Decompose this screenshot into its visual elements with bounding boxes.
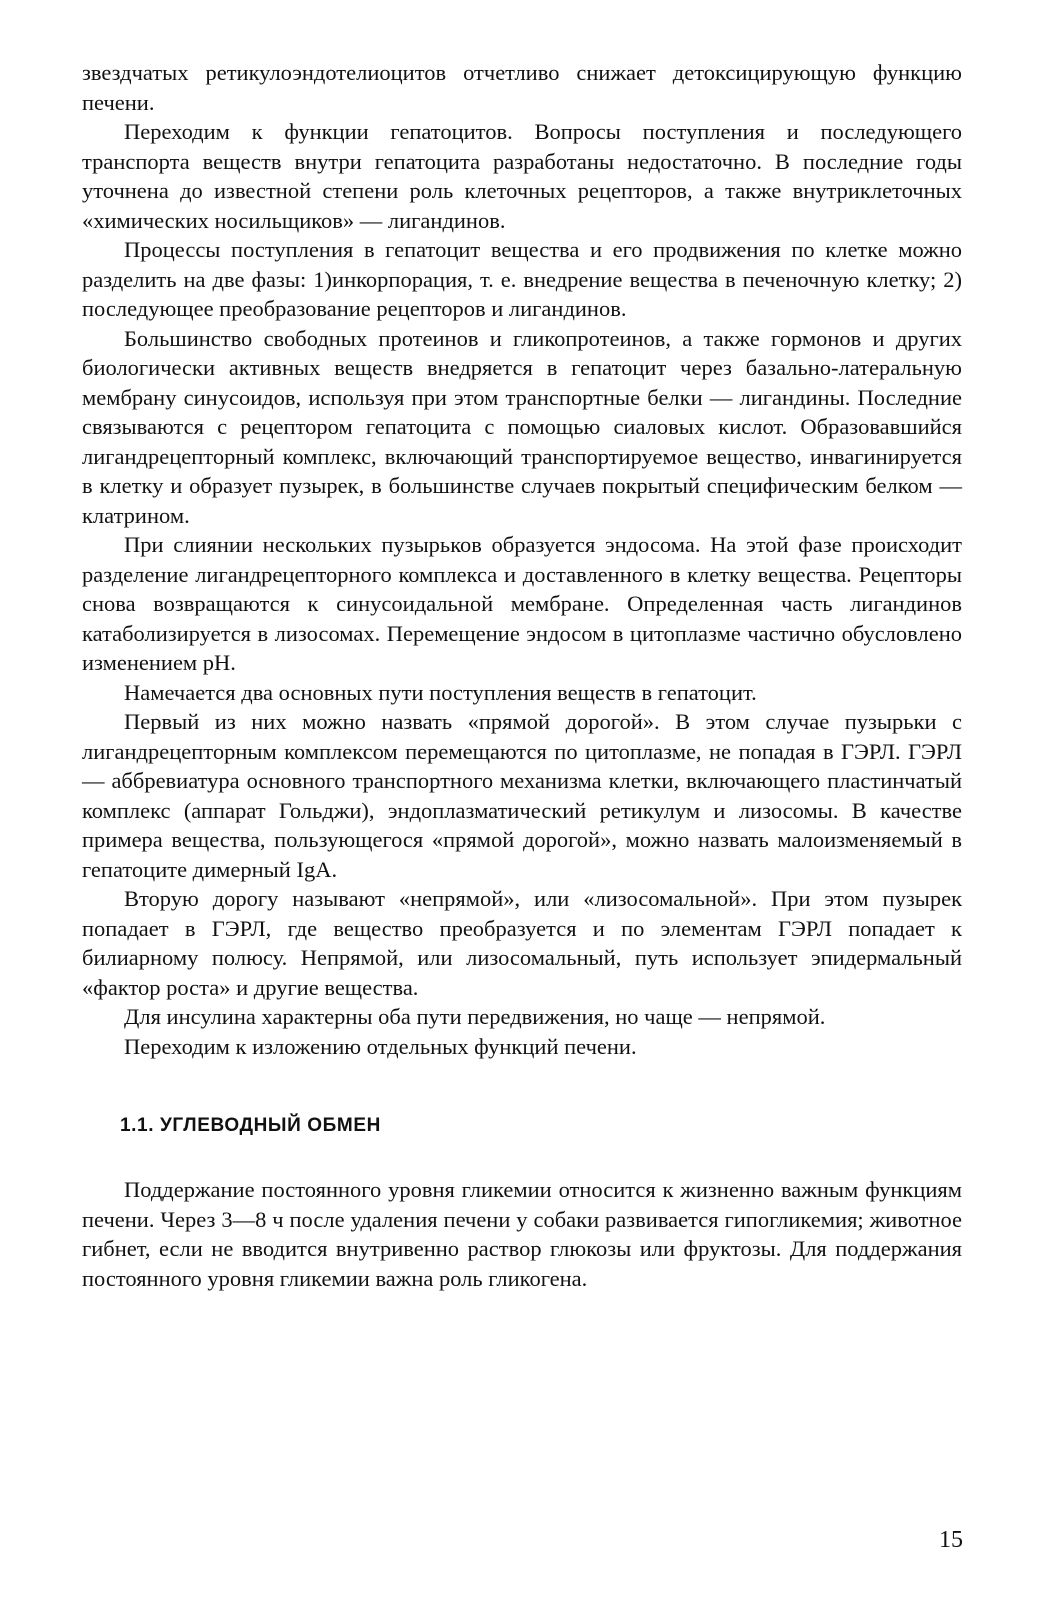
paragraph: Первый из них можно назвать «прямой дорогой». В этом случае пузырьки с лигандрецепторным комплексом перемещаются по цитоплазме, не попадая в ГЭРЛ. ГЭРЛ — аббревиатура основного транспортного механизма клетки, включающего пластинчатый комплекс (аппарат Гольджи), эндоплазматический ретикулум и лизосомы. В качестве примера вещества, пользующегося «прямой дорогой», можно назвать малоизменяемый в гепатоците димерный IgA. [82,709,962,882]
paragraph: Намечается два основных пути поступления веществ в гепатоцит. [124,679,757,705]
paragraph: Вторую дорогу называют «непрямой», или «лизосомальной». При этом пузырек попадает в ГЭРЛ, где вещество преобразуется и по элементам ГЭРЛ попадает к билиарному полюсу. Непрямой, или лизосомальный, путь использует эпидермальный «фактор роста» и другие вещества. [82,886,962,1000]
paragraph: Большинство свободных протеинов и гликопротеинов, а также гормонов и других биологически активных веществ внедряется в гепатоцит через базально-латеральную мембрану синусоидов, используя при этом транспортные белки — лигандины. Последние связываются с рецептором гепатоцита с помощью сиаловых кислот. Образовавшийся лигандрецепторный комплекс, включающий транспортируемое вещество, инвагинируется в клетку и образует пузырек, в большинстве случаев покрытый специфическим белком — клатрином. [82,325,962,528]
paragraph: Процессы поступления в гепатоцит вещества и его продвижения по клетке можно разделить на две фазы: 1)инкорпорация, т. е. внедрение вещества в печеночную клетку; 2) последующее преобразование рецепторов и лигандинов. [82,237,962,321]
book-page [82,58,962,1293]
paragraph: звездчатых ретикулоэндотелиоцитов отчетливо снижает детоксицирующую функцию печени. [82,60,962,115]
paragraph: Переходим к изложению отдельных функций печени. [124,1033,637,1059]
paragraph: Переходим к функции гепатоцитов. Вопросы поступления и последующего транспорта веществ внутри гепатоцита разработаны недостаточно. В последние годы уточнена до известной степени роль клеточных рецепторов, а также внутриклеточных «химических носильщиков» — лигандинов. [82,119,962,233]
paragraph: Для инсулина характерны оба пути передвижения, но чаще — непрямой. [124,1004,826,1029]
paragraph: Поддержание постоянного уровня гликемии относится к жизненно важным функциям печени. Через 3—8 ч после удаления печени у собаки развивается гипогликемия; животное гибнет, если не вводится внутривенно раствор глюкозы или фруктозы. Для поддержания постоянного уровня гликемии важна роль гликогена. [82,1177,962,1291]
page-number: 15 [939,1527,963,1553]
section-heading: 1.1. УГЛЕВОДНЫЙ ОБМЕН [120,1115,381,1136]
paragraph: При слиянии нескольких пузырьков образуется эндосома. На этой фазе происходит разделение лигандрецепторного комплекса и доставленного в клетку вещества. Рецепторы снова возвращаются к синусоидальной мембране. Определенная часть лигандинов катаболизируется в лизосомах. Перемещение эндосом в цитоплазме частично обусловлено изменением pH. [82,532,962,675]
